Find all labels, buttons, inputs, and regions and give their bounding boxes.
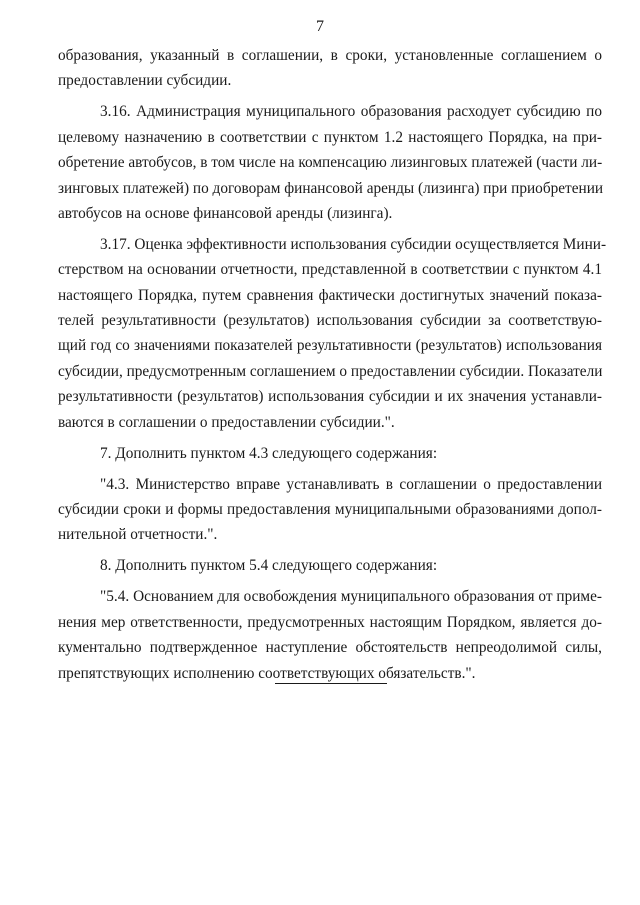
text-line: "5.4. Основанием для освобождения муниципального образования от приме- xyxy=(100,588,602,606)
text-line: щий год со значениями показателей результативности (результатов) использования xyxy=(58,337,602,355)
paragraph-4-3 xyxy=(58,472,602,548)
text-line: 8. Дополнить пунктом 5.4 следующего содержания: xyxy=(100,557,438,575)
page-number: 7 xyxy=(316,18,324,35)
text-line: автобусов на основе финансовой аренды (лизинга). xyxy=(58,204,393,222)
text-line: 3.16. Администрация муниципального образования расходует субсидию по xyxy=(100,103,602,121)
document-body xyxy=(58,43,607,686)
text-line: нения мер ответственности, предусмотренных настоящим Порядком, является до- xyxy=(58,613,602,631)
text-line: 7. Дополнить пунктом 4.3 следующего содержания: xyxy=(100,444,438,462)
text-line: предоставлении субсидии. xyxy=(58,72,232,90)
text-line: "4.3. Министерство вправе устанавливать в соглашении о предоставлении xyxy=(100,475,602,493)
paragraph-5-4 xyxy=(58,584,602,686)
text-line: стерством на основании отчетности, представленной в соответствии с пунктом 4.1 xyxy=(58,261,602,279)
text-line: целевому назначению в соответствии с пунктом 1.2 настоящего Порядка, на при- xyxy=(58,128,602,146)
text-line: настоящего Порядка, путем сравнения фактически достигнутых значений показа- xyxy=(58,286,602,304)
text-line: 3.17. Оценка эффективности использования субсидии осуществляется Мини- xyxy=(100,235,607,253)
paragraph-3-17 xyxy=(58,232,607,435)
paragraph-item-7 xyxy=(58,441,602,466)
end-divider xyxy=(275,683,387,684)
text-line: нительной отчетности.". xyxy=(58,526,218,544)
text-line: препятствующих исполнению соответствующих обязательств.". xyxy=(58,664,476,682)
text-line: ваются в соглашении о предоставлении субсидии.". xyxy=(58,413,395,431)
text-line: обретение автобусов, в том числе на компенсацию лизинговых платежей (части ли- xyxy=(58,154,603,172)
text-line: субсидии, предусмотренным соглашением о предоставлении субсидии. Показатели xyxy=(58,362,603,380)
text-line: результативности (результатов) использования субсидии и их значения устанавли- xyxy=(58,388,602,406)
paragraph-item-8 xyxy=(58,553,602,578)
text-line: субсидии сроки и формы предоставления муниципальными образованиями допол- xyxy=(58,501,602,519)
text-line: телей результативности (результатов) использования субсидии за соответствую- xyxy=(58,312,602,330)
text-line: кументально подтвержденное наступление обстоятельств непреодолимой силы, xyxy=(58,639,602,657)
text-line: образования, указанный в соглашении, в сроки, установленные соглашением о xyxy=(58,47,602,64)
text-line: зинговых платежей) по договорам финансовой аренды (лизинга) при приобретении xyxy=(58,179,604,197)
paragraph-3-16 xyxy=(58,99,602,226)
paragraph-continuation xyxy=(58,43,602,94)
